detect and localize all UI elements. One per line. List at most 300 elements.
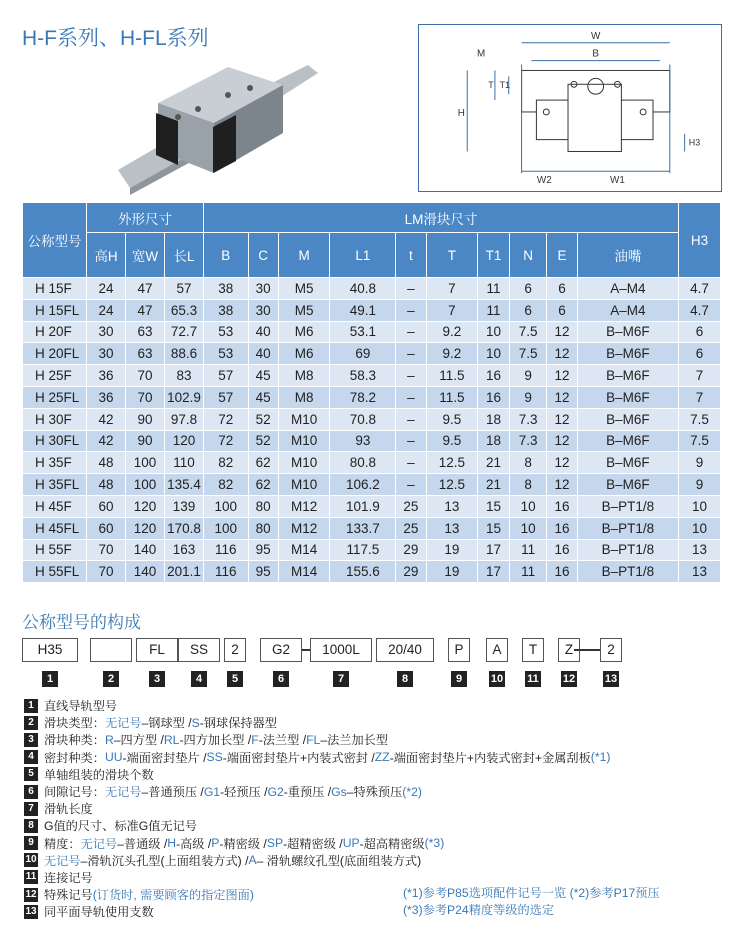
table-cell: 53 [204,321,249,343]
table-cell: 9.5 [426,408,478,430]
table-cell: 21 [478,452,510,474]
legend-item [24,800,724,817]
table-cell: 6 [547,299,577,321]
table-cell: 70 [87,539,126,561]
table-cell: 12 [547,386,577,408]
header-col-4: t [396,233,426,278]
table-cell: 13 [426,495,478,517]
dim-w1: W1 [610,175,625,187]
table-cell: 140 [126,561,165,583]
legend-text: FL [306,732,321,747]
table-cell: H 20FL [23,343,87,365]
table-cell: 80 [248,517,278,539]
legend-number-badge: 8 [24,819,38,833]
table-cell: 9 [679,452,721,474]
table-cell: 17 [478,561,510,583]
table-cell: 139 [165,495,204,517]
table-cell: 9 [679,474,721,496]
legend-item [24,835,724,852]
table-cell: M14 [278,561,330,583]
table-cell: 12.5 [426,474,478,496]
number-badge-8: 8 [397,671,413,687]
dim-w2: W2 [536,175,552,187]
table-cell: M12 [278,495,330,517]
legend-text: -端面密封垫片+内装式密封+金属刮板 [389,750,591,765]
table-cell: – [396,321,426,343]
number-badge-4: 4 [191,671,207,687]
table-cell: 24 [87,278,126,300]
header-lm: LM滑块尺寸 [204,203,679,233]
table-cell: 60 [87,495,126,517]
table-cell: 24 [87,299,126,321]
code-box-7: 1000L [310,638,372,662]
table-row [23,517,721,539]
table-cell: 120 [126,517,165,539]
table-row [23,539,721,561]
table-cell: 10 [679,495,721,517]
table-cell: M12 [278,517,330,539]
table-cell: 10 [478,321,510,343]
table-cell: 12.5 [426,452,478,474]
header-h3: H3 [679,203,721,278]
table-cell: 70 [126,365,165,387]
table-cell: 70 [126,386,165,408]
composition-title: 公称型号的构成 [22,613,141,632]
table-cell: 72 [204,430,249,452]
legend-text: A [248,853,257,868]
table-cell: 95 [248,539,278,561]
table-cell: M10 [278,474,330,496]
table-cell: B–M6F [577,343,678,365]
table-cell: 69 [330,343,396,365]
table-cell: 6 [509,278,546,300]
table-cell: 62 [248,452,278,474]
legend-number-badge: 10 [25,854,37,866]
legend-text: G1 [203,784,221,799]
legend-text: -端面密封垫片 / [122,750,207,765]
table-cell: – [396,386,426,408]
table-cell: 90 [126,408,165,430]
legend-text: 无记号 [104,716,142,731]
table-cell: 21 [478,474,510,496]
table-cell: H 35F [23,452,87,474]
table-cell: 8 [509,452,546,474]
table-cell: – [396,430,426,452]
table-cell: 12 [547,474,577,496]
legend-item [24,766,724,783]
table-cell: 18 [478,430,510,452]
table-cell: 11.5 [426,365,478,387]
legend-text: UP [342,836,360,851]
table-row [23,408,721,430]
code-box-10: A [486,638,508,662]
dim-h: H [457,107,465,119]
table-cell: 70.8 [330,408,396,430]
table-cell: 29 [396,539,426,561]
table-cell: 12 [547,343,577,365]
header-l: 长L [165,233,204,278]
table-cell: 16 [547,495,577,517]
legend-item [24,869,724,886]
table-cell: 63 [126,343,165,365]
legend-number-badge: 5 [24,767,38,781]
table-cell: 13 [679,539,721,561]
table-cell: 7.5 [509,343,546,365]
legend-text: Gs [331,784,347,799]
table-cell: 12 [547,408,577,430]
table-cell: 17 [478,539,510,561]
table-cell: 110 [165,452,204,474]
table-cell: 38 [204,299,249,321]
legend-number-badge: 2 [24,716,38,730]
table-cell: 163 [165,539,204,561]
legend-text: (*2) [402,784,422,799]
code-box-3: FL [136,638,178,662]
table-row [23,474,721,496]
table-cell: 6 [509,299,546,321]
table-cell: 101.9 [330,495,396,517]
legend-number-badge: 6 [24,785,38,799]
code-box-6: G2 [260,638,302,662]
table-row [23,452,721,474]
legend-text: ZZ [374,750,390,765]
table-cell: 13 [426,517,478,539]
table-cell: 80 [248,495,278,517]
table-cell: 42 [87,430,126,452]
table-cell: 7.3 [509,408,546,430]
number-badge-3: 3 [149,671,165,687]
table-cell: M6 [278,321,330,343]
table-cell: 30 [248,299,278,321]
legend-number-badge: 3 [24,733,38,747]
table-cell: 18 [478,408,510,430]
number-badge-6: 6 [273,671,289,687]
legend-text: -端面密封垫片+内装式密封 / [222,750,375,765]
table-cell: 155.6 [330,561,396,583]
legend-text: – 滑轨螺纹孔型(底面组装方式) [256,853,422,868]
table-cell: H 30F [23,408,87,430]
legend-number-badge: 12 [25,888,37,900]
table-cell: H 45F [23,495,87,517]
legend-text: SS [206,750,223,765]
legend-number-badge: 7 [24,802,38,816]
table-cell: 12 [547,321,577,343]
code-dash [574,649,600,651]
table-cell: 97.8 [165,408,204,430]
table-cell: 6 [547,278,577,300]
table-cell: B–PT1/8 [577,539,678,561]
table-cell: 65.3 [165,299,204,321]
table-cell: H 30FL [23,430,87,452]
dim-m: M [476,48,486,60]
legend-text: (*1) [590,750,611,765]
table-cell: 116 [204,539,249,561]
table-cell: 29 [396,561,426,583]
code-dash [302,649,310,651]
number-badge-11: 11 [525,671,541,687]
table-cell: 60 [87,517,126,539]
table-cell: M10 [278,408,330,430]
code-box-9: P [448,638,470,662]
table-cell: 72 [204,408,249,430]
number-badge-2: 2 [103,671,119,687]
table-cell: 16 [547,517,577,539]
table-cell: 72.7 [165,321,204,343]
table-cell: 45 [248,365,278,387]
header-col-2: M [278,233,330,278]
code-box-13: 2 [600,638,622,662]
linear-guide-product-image [118,55,318,195]
table-cell: B–M6F [577,386,678,408]
header-w: 宽W [126,233,165,278]
header-col-3: L1 [330,233,396,278]
table-cell: – [396,278,426,300]
table-cell: 4.7 [679,299,721,321]
table-cell: 40.8 [330,278,396,300]
table-cell: M8 [278,386,330,408]
code-box-11: T [522,638,544,662]
table-row [23,495,721,517]
table-cell: H 45FL [23,517,87,539]
legend-number-badge: 9 [24,836,38,850]
table-cell: 40 [248,343,278,365]
header-outer: 外形尺寸 [87,203,204,233]
table-cell: H 25FL [23,386,87,408]
legend-number-badge: 4 [24,750,38,764]
number-badge-9: 9 [451,671,467,687]
table-cell: 47 [126,278,165,300]
table-cell: 15 [478,517,510,539]
table-row [23,430,721,452]
legend-text: -法兰型 / [258,733,307,748]
table-cell: 48 [87,474,126,496]
legend-text: (*3) [424,836,445,851]
table-cell: 7.5 [509,321,546,343]
table-cell: 19 [426,539,478,561]
table-cell: B–PT1/8 [577,495,678,517]
table-cell: 6 [679,321,721,343]
table-cell: 12 [547,452,577,474]
legend-text: 滑块类型： [44,716,105,731]
table-cell: M5 [278,299,330,321]
legend-text: -钢球保持器型 [199,716,277,731]
code-box-5: 2 [224,638,246,662]
legend-text: –普通预压 / [141,785,204,800]
legend-text: 间隙记号： [44,785,105,800]
legend-text: 直线导轨型号 [44,699,118,714]
table-cell: 95 [248,561,278,583]
table-cell: H 20F [23,321,87,343]
legend-text: 滑轨长度 [44,802,93,817]
header-h: 高H [87,233,126,278]
table-cell: 52 [248,430,278,452]
table-cell: 70 [87,561,126,583]
table-cell: H 35FL [23,474,87,496]
legend-text: 无记号 [44,853,81,868]
table-cell: 135.4 [165,474,204,496]
table-cell: 16 [547,539,577,561]
notes [403,885,660,919]
table-cell: 100 [126,452,165,474]
table-cell: 88.6 [165,343,204,365]
table-cell: 9.5 [426,430,478,452]
header-model: 公称型号 [23,203,87,278]
dim-w: W [591,30,601,42]
legend-text: 精度： [44,836,81,851]
table-cell: 11 [509,561,546,583]
table-cell: 7.3 [509,430,546,452]
table-cell: 48 [87,452,126,474]
legend-text: -高级 / [176,836,212,851]
table-cell: B–PT1/8 [577,517,678,539]
table-cell: 7 [426,278,478,300]
table-cell: 9 [509,365,546,387]
table-cell: 7 [679,386,721,408]
table-cell: 49.1 [330,299,396,321]
table-cell: 36 [87,386,126,408]
legend-item [24,852,724,869]
table-cell: 7 [426,299,478,321]
table-cell: – [396,299,426,321]
legend-number-badge: 11 [25,871,37,883]
dim-t: T [488,80,494,91]
table-cell: – [396,343,426,365]
legend-text: SP [266,836,284,851]
table-cell: – [396,365,426,387]
table-cell: 30 [248,278,278,300]
table-cell: 57 [204,365,249,387]
table-cell: 11.5 [426,386,478,408]
table-cell: H 25F [23,365,87,387]
table-cell: M8 [278,365,330,387]
dim-t1: T1 [499,80,510,91]
table-row [23,386,721,408]
header-col-9: 油嘴 [577,233,678,278]
legend-text: G值的尺寸、标准G值无记号 [44,819,198,834]
table-cell: – [396,474,426,496]
table-cell: 36 [87,365,126,387]
table-cell: 82 [204,452,249,474]
legend-text: -超高精密级 [359,836,425,851]
dim-h3: H3 [688,137,701,148]
code-box-2 [90,638,132,662]
dim-b: B [592,48,599,60]
table-cell: 133.7 [330,517,396,539]
legend-text: 滑块种类： [44,733,105,748]
table-cell: 30 [87,343,126,365]
table-cell: 93 [330,430,396,452]
table-cell: 57 [204,386,249,408]
legend-text: –特殊预压 [346,785,403,800]
table-cell: 11 [478,299,510,321]
table-cell: 102.9 [165,386,204,408]
table-cell: 45 [248,386,278,408]
table-cell: 47 [126,299,165,321]
legend-text: –四方型 / [113,733,164,748]
table-cell: 11 [509,539,546,561]
legend-text: 密封种类： [44,750,105,765]
table-cell: 57 [165,278,204,300]
table-cell: 117.5 [330,539,396,561]
header-col-5: T [426,233,478,278]
legend-number-badge: 13 [25,905,37,917]
header-col-6: T1 [478,233,510,278]
table-cell: 19 [426,561,478,583]
table-cell: 10 [509,517,546,539]
header-col-8: E [547,233,577,278]
table-cell: 120 [165,430,204,452]
table-row [23,321,721,343]
number-badge-7: 7 [333,671,349,687]
legend-item [24,783,724,800]
table-cell: M10 [278,452,330,474]
legend-text: RL [163,732,180,747]
table-cell: H 15FL [23,299,87,321]
legend-text: 单轴组装的滑块个数 [44,767,154,782]
table-cell: 40 [248,321,278,343]
table-cell: 25 [396,517,426,539]
table-cell: H 15F [23,278,87,300]
legend-text: (订货时, 需要顾客的指定图面) [92,888,254,903]
table-cell: A–M4 [577,278,678,300]
number-badge-12: 12 [562,673,576,685]
table-cell: B–M6F [577,452,678,474]
table-cell: H 55F [23,539,87,561]
table-cell: 100 [204,495,249,517]
table-cell: A–M4 [577,299,678,321]
table-cell: 53.1 [330,321,396,343]
table-cell: 90 [126,430,165,452]
table-cell: 8 [509,474,546,496]
table-cell: 78.2 [330,386,396,408]
page-title: H-F系列、H-FL系列 [22,27,209,50]
table-cell: 116 [204,561,249,583]
table-cell: 30 [87,321,126,343]
table-cell: 100 [204,517,249,539]
table-cell: 140 [126,539,165,561]
legend-text: G2 [267,784,284,799]
legend-text: -精密级 / [219,836,267,851]
table-cell: M5 [278,278,330,300]
table-cell: 53 [204,343,249,365]
table-cell: 6 [679,343,721,365]
table-row [23,299,721,321]
code-box-12: Z [558,638,580,662]
legend-text: UU [104,750,123,765]
table-cell: – [396,452,426,474]
table-cell: 83 [165,365,204,387]
code-box-1: H35 [22,638,78,662]
table-cell: 13 [679,561,721,583]
legend-text: -轻预压 / [220,785,268,800]
table-cell: 25 [396,495,426,517]
table-cell: 63 [126,321,165,343]
table-cell: 201.1 [165,561,204,583]
table-cell: 9.2 [426,343,478,365]
table-cell: 62 [248,474,278,496]
legend-text: -超精密级 / [283,836,343,851]
table-cell: 10 [509,495,546,517]
table-cell: – [396,408,426,430]
table-cell: 82 [204,474,249,496]
table-cell: 15 [478,495,510,517]
table-cell: M14 [278,539,330,561]
table-cell: 7.5 [679,408,721,430]
table-row [23,278,721,300]
table-cell: 12 [547,365,577,387]
header-col-7: N [509,233,546,278]
table-cell: 16 [547,561,577,583]
